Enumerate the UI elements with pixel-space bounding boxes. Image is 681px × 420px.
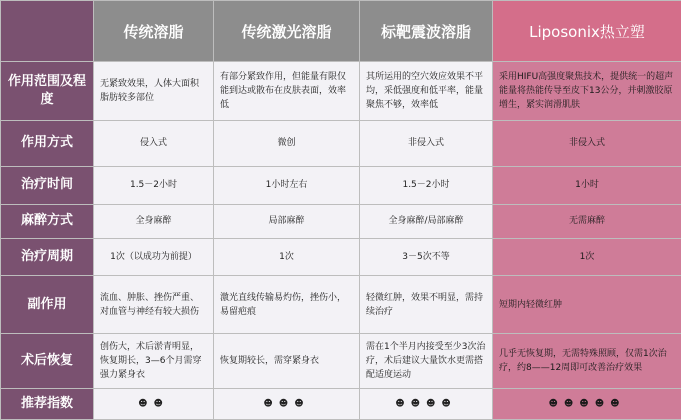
table-cell: 非侵入式 — [493, 121, 681, 166]
table-cell: 1次 — [214, 239, 360, 276]
smiley-face-icon: ☻ — [548, 399, 564, 410]
smiley-face-icon: ☻ — [278, 399, 295, 410]
smiley-face-icon: ☻ — [441, 399, 457, 410]
row-header-duration: 治疗时间 — [1, 166, 94, 204]
table-row-scope — [1, 62, 681, 121]
table-cell: 3－5次不等 — [360, 239, 493, 276]
table-cell: 几乎无恢复期，无需特殊照顾，仅需1次治疗，约8——12周即可改善治疗效果 — [493, 334, 681, 389]
table-cell: 流血、肿胀、挫伤严重、对血管与神经有较大损伤 — [94, 276, 214, 334]
smiley-face-icon: ☻ — [263, 399, 279, 410]
smiley-face-icon: ☻ — [610, 399, 626, 410]
table-cell: 无需麻醉 — [493, 204, 681, 239]
smiley-face-icon: ☻ — [563, 399, 580, 410]
table-cell: 短期内轻微红肿 — [493, 276, 681, 334]
smiley-face-icon: ☻ — [426, 399, 442, 410]
table-cell: 激光直线传输易灼伤，挫伤小，易留疤痕 — [214, 276, 360, 334]
table-cell: 1小时 — [493, 166, 681, 204]
table-cell: 轻微红肿，效果不明显，需持续治疗 — [360, 276, 493, 334]
smiley-face-icon: ☻ — [153, 399, 169, 410]
table-row-cycle — [1, 239, 681, 276]
table-cell: 有部分紧致作用，但能量有限仅能到达或散布在皮肤表面，效率低 — [214, 62, 360, 121]
table-cell: 局部麻醉 — [214, 204, 360, 239]
table-cell: 全身麻醉 — [94, 204, 214, 239]
table-cell: 恢复期较长，需穿紧身衣 — [214, 334, 360, 389]
column-header-traditional-liposuction: 传统溶脂 — [94, 1, 214, 62]
table-cell: 侵入式 — [94, 121, 214, 166]
row-header-side-effects: 副作用 — [1, 276, 94, 334]
smiley-face-icon: ☻ — [410, 399, 426, 410]
column-header-laser-lipolysis: 传统激光溶脂 — [214, 1, 360, 62]
rating-cell — [214, 389, 360, 420]
table-row-rating — [1, 389, 681, 420]
table-cell: 1.5－2小时 — [360, 166, 493, 204]
rating-cell — [360, 389, 493, 420]
header-row — [1, 1, 681, 62]
table-cell: 1.5－2小时 — [94, 166, 214, 204]
table-row-side-effects — [1, 276, 681, 334]
table-cell: 需在1个半月内接受至少3次治疗，术后建议大量饮水更需搭配适度运动 — [360, 334, 493, 389]
table-body — [1, 62, 681, 420]
table-cell: 全身麻醉/局部麻醉 — [360, 204, 493, 239]
table-row-recovery — [1, 334, 681, 389]
table-row-method — [1, 121, 681, 166]
rating-cell — [493, 389, 681, 420]
row-header-scope: 作用范围及程度 — [1, 62, 94, 121]
column-header-liposonix: Liposonix热立塑 — [493, 1, 681, 62]
table-header — [1, 1, 681, 62]
smiley-face-icon: ☻ — [594, 399, 611, 410]
row-header-recovery: 术后恢复 — [1, 334, 94, 389]
row-header-method: 作用方式 — [1, 121, 94, 166]
row-header-rating: 推荐指数 — [1, 389, 94, 420]
header-corner-cell — [1, 1, 94, 62]
smiley-face-icon: ☻ — [294, 399, 310, 410]
smiley-face-icon: ☻ — [395, 399, 411, 410]
table-cell: 创伤大，术后淤青明显，恢复期长，3—6个月需穿强力紧身衣 — [94, 334, 214, 389]
row-header-cycle: 治疗周期 — [1, 239, 94, 276]
table-cell: 采用HIFU高强度聚焦技术，提供统一的超声能量将热能传导至皮下13公分，并刺激胶原增生，紧实润滑肌肤 — [493, 62, 681, 121]
table-cell: 1次 — [493, 239, 681, 276]
table-row-duration — [1, 166, 681, 204]
smiley-face-icon: ☻ — [138, 399, 154, 410]
table-cell: 无紧致效果，人体大面积脂肪较多部位 — [94, 62, 214, 121]
smiley-face-icon: ☻ — [579, 399, 595, 410]
table-cell: 其所运用的空穴效应效果不平均，采低强度和低平率，能量聚焦不够，效率低 — [360, 62, 493, 121]
column-header-shockwave-lipolysis: 标靶震波溶脂 — [360, 1, 493, 62]
table-cell: 微创 — [214, 121, 360, 166]
table-row-anesthesia — [1, 204, 681, 239]
table-cell: 非侵入式 — [360, 121, 493, 166]
rating-cell — [94, 389, 214, 420]
table-cell: 1次（以成功为前提） — [94, 239, 214, 276]
table-cell: 1小时左右 — [214, 166, 360, 204]
row-header-anesthesia: 麻醉方式 — [1, 204, 94, 239]
